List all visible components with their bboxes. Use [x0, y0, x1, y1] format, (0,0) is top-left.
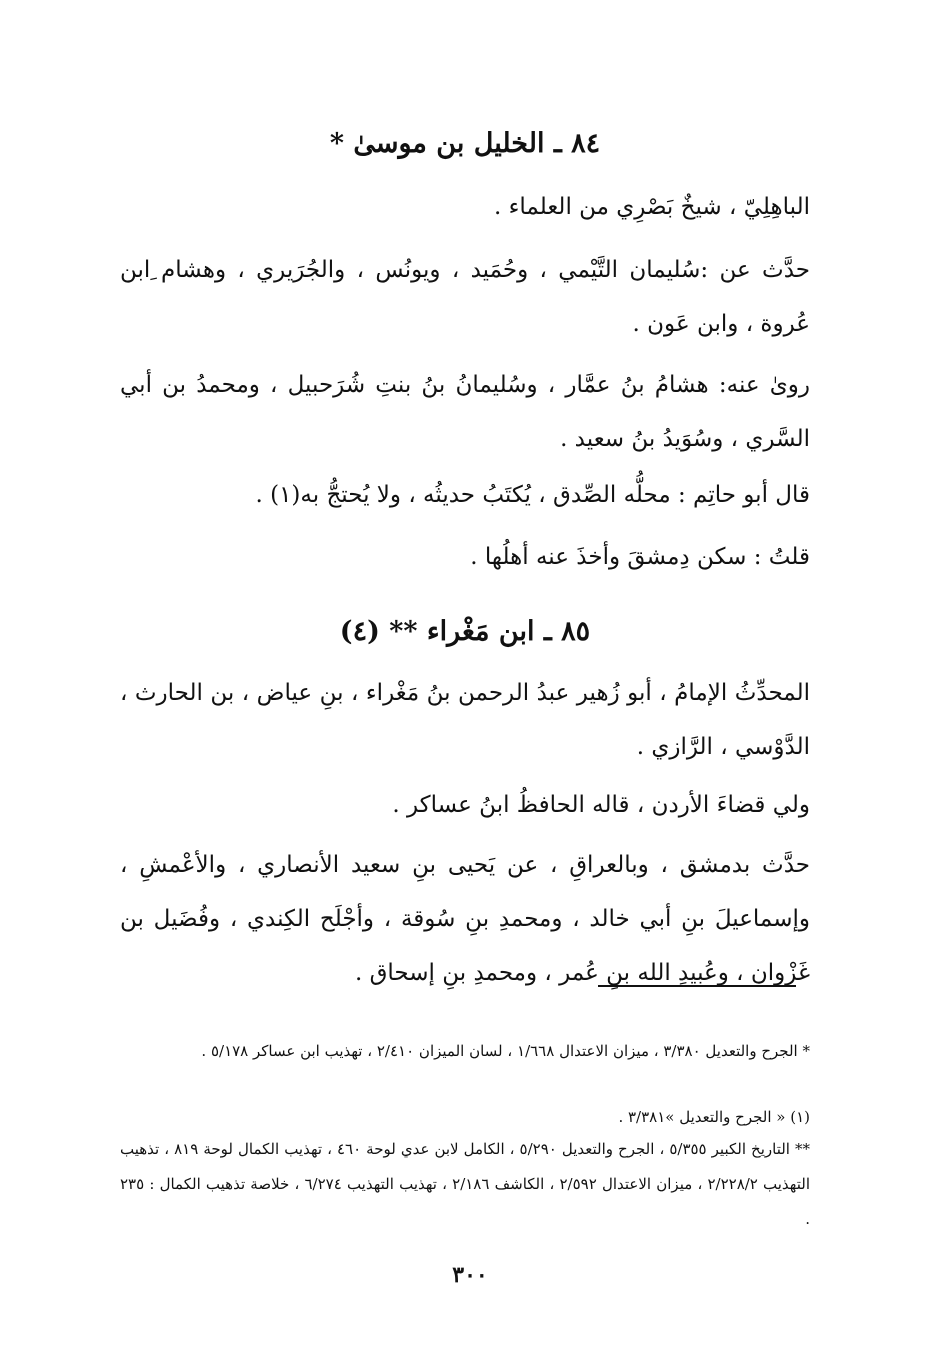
footnote-separator	[598, 985, 796, 987]
entry-84-paragraph-1: الباهِلِيّ ، شيخٌ بَصْرِي من العلماء .	[493, 194, 810, 220]
footnote-entry-85-sources: ** التاريخ الكبير ٥/٣٥٥ ، الجرح والتعديل ٥/٢٩٠ ، الكامل لابن عدي لوحة ٤٦٠ ، تهذيب الكمال لوحة ٨١٩ ، تذهيب التهذيب ٢/٢٢٨/٢ ، ميزان الاعتدال ٢/٥٩٢ ، الكاشف ٢/١٨٦ ، تهذيب التهذيب ٦/٢٧٤ ، خلاصة تذهيب الكمال : ٢٣٥ .	[120, 1140, 810, 1228]
entry-84-paragraph-2: حدَّث عن :سُليمان التَّيْمي ، وحُمَيد ، ويونُس ، والجُرَيري ، وهشام ِابن عُروة ، وابن عَون .	[120, 257, 810, 337]
page-number: ٣٠٠	[452, 1262, 488, 1288]
entry-85-paragraph-1: المحدِّثُ الإمامُ ، أبو زُهير عبدُ الرحمن بنُ مَغْراء ، بنِ عياض ، بن الحارث ، الدَّوْسي ، الرَّازي .	[120, 680, 810, 760]
footnote-entry-84-sources: * الجرح والتعديل ٣/٣٨٠ ، ميزان الاعتدال ١/٦٦٨ ، لسان الميزان ٢/٤١٠ ، تهذيب ابن عساكر ٥/١٧٨ .	[201, 1042, 810, 1060]
entry-84-paragraph-5: قلتُ : سكن دِمشقَ وأخذَ عنه أهلُها .	[470, 544, 810, 570]
entry-85-paragraph-3: حدَّث بدمشق ، وبالعراقِ ، عن يَحيى بنِ سعيد الأنصاري ، والأعْمشِ ، وإسماعيلَ بنِ أبي خالد ، ومحمدِ بنِ سُوقة ، وأجْلَح الكِندي ، وفُضَيل بن غَزْوان ، وعُبيدِ الله بنِ عُمر ، ومحمدِ بنِ إسحاق .	[120, 852, 810, 986]
entry-85-paragraph-2: ولي قضاءَ الأردن ، قاله الحافظُ ابنُ عساكر .	[392, 792, 810, 818]
entry-84-heading: ٨٤ ـ الخليل بن موسىٰ *	[329, 128, 601, 159]
entry-84-paragraph-4: قال أبو حاتِم : محلُّه الصِّدق ، يُكتَبُ حديثُه ، ولا يُحتجُّ به(١) .	[255, 482, 810, 508]
entry-84-paragraph-3: روىٰ عنه: هشامُ بنُ عمَّار ، وسُليمانُ بنُ بنتِ شُرَحبيل ، ومحمدُ بن أبي السَّري ، وسُوَيدُ بنُ سعيد .	[120, 372, 810, 452]
footnote-1: (١) « الجرح والتعديل »٣/٣٨١ .	[618, 1108, 810, 1126]
entry-85-heading: ٨٥ ـ ابن مَغْراء ** (٤)	[339, 616, 591, 647]
